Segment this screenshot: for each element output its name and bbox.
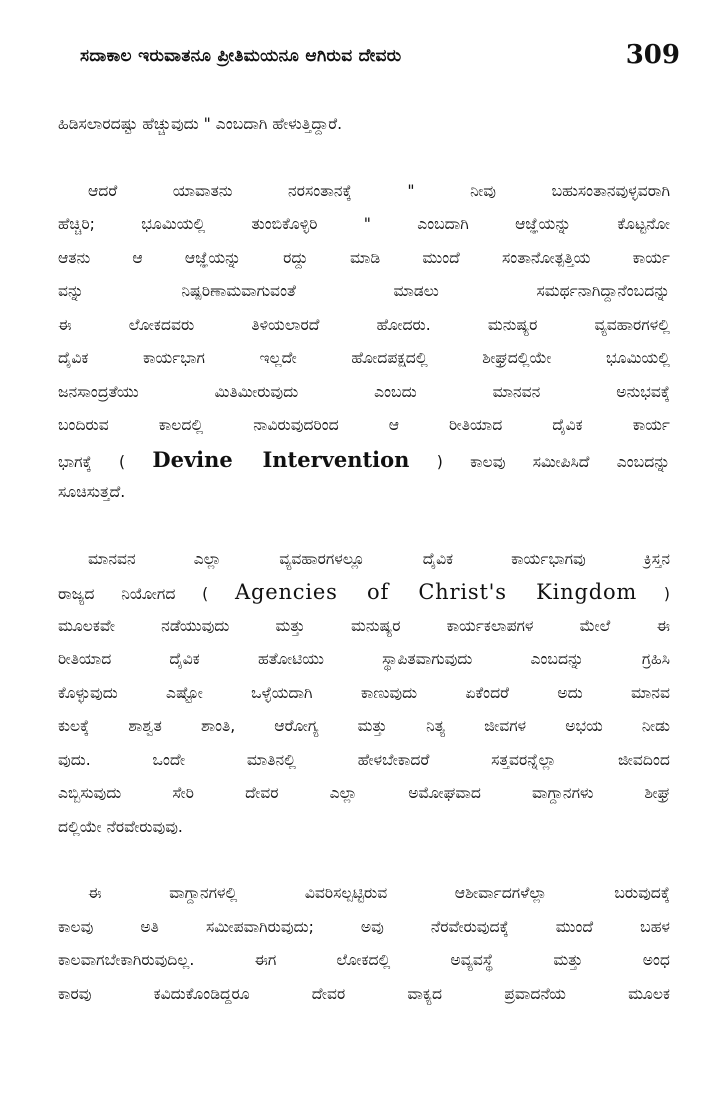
text-line: ಆದರೆ ಯಾವಾತನು ನರಸಂತಾನಕ್ಕೆ " ನೀವು ಬಹುಸಂತಾನವುಳ್ಳವರಾಗಿ: [88, 181, 670, 200]
text-line: ಹೆಚ್ಚಿರಿ; ಭೂಮಿಯಲ್ಲಿ ತುಂಬಿಕೊಳ್ಳಿರಿ " ಎಂಬದಾಗಿ ಆಜ್ಞೆಯನ್ನು ಕೊಟ್ಟನೋ: [58, 215, 670, 233]
text-line: ಆತನು ಆ ಆಜ್ಞೆಯನ್ನು ರದ್ದು ಮಾಡಿ ಮುಂದೆ ಸಂತಾನೋತ್ಪತ್ತಿಯ ಕಾರ್ಯ: [58, 248, 670, 267]
text-line: ಜನಸಾಂದ್ರತೆಯು ಮಿತಿಮೀರುವುದು ಎಂಬದು ಮಾನವನ ಅನುಭವಕ್ಕೆ: [58, 382, 670, 401]
text-line: ಎಬ್ಬಿಸುವುದು ಸೇರಿ ದೇವರ ಎಲ್ಲಾ ಅಮೋಘವಾದ ವಾಗ್ದಾನಗಳು ಶೀಘ್ರ: [58, 784, 670, 802]
text-line: ರೀತಿಯಾದ ದೈವಿಕ ಹತೋಟಿಯು ಸ್ಥಾಪಿತವಾಗುವುದು ಎಂಬದನ್ನು ಗ್ರಹಿಸಿ: [58, 650, 670, 668]
text-line: ಕಾರವು ಕವಿದುಕೊಂಡಿದ್ದರೂ ದೇವರ ವಾಕ್ಯದ ಪ್ರವಾದನೆಯ ಮೂಲಕ: [58, 984, 670, 1003]
text-line: [58, 576, 670, 610]
text-fragment: ): [637, 585, 670, 603]
text-line: [58, 443, 670, 477]
text-line: ಮಾನವನ ಎಲ್ಲಾ ವ್ಯವಹಾರಗಳಲ್ಲೂ ದೈವಿಕ ಕಾರ್ಯಭಾಗವು ಕ್ರಿಸ್ತನ: [88, 549, 670, 568]
text-fragment: ಭಾಗಕ್ಕೆ (: [58, 452, 153, 471]
text-fragment: ) ಕಾಲವು ಸಮೀಪಿಸಿದೆ ಎಂಬದನ್ನು: [409, 452, 670, 471]
text-line: ದೈವಿಕ ಕಾರ್ಯಭಾಗ ಇಲ್ಲದೇ ಹೋದಪಕ್ಷದಲ್ಲಿ ಶೀಘ್ರದಲ್ಲಿಯೇ ಭೂಮಿಯಲ್ಲಿ: [58, 349, 670, 367]
english-term: Agencies of Christ's Kingdom: [235, 580, 638, 604]
text-line: ವನ್ನು ನಿಷ್ಪರಿಣಾಮವಾಗುವಂತೆ ಮಾಡಲು ಸಮರ್ಥನಾಗಿದ್ದಾನೆಂಬದನ್ನು: [58, 282, 670, 300]
text-line: ಮೂಲಕವೇ ನಡೆಯುವುದು ಮತ್ತು ಮನುಷ್ಯರ ಕಾರ್ಯಕಲಾಪಗಳ ಮೇಲೆ ಈ: [58, 616, 670, 635]
text-line: ಹಿಡಿಸಲಾರದಷ್ಟು ಹೆಚ್ಚುವುದು " ಎಂಬದಾಗಿ ಹೇಳುತ್ತಿದ್ದಾರೆ.: [58, 115, 343, 133]
running-title: ಸದಾಕಾಲ ಇರುವಾತನೂ ಪ್ರೀತಿಮಯನೂ ಆಗಿರುವ ದೇವರು: [80, 46, 402, 66]
body-text: [58, 108, 670, 1011]
text-line: ಕುಲಕ್ಕೆ ಶಾಶ್ವತ ಶಾಂತಿ, ಆರೋಗ್ಯ ಮತ್ತು ನಿತ್ಯ ಜೀವಗಳ ಅಭಯ ನೀಡು: [58, 717, 670, 735]
text-line: ಸೂಚಿಸುತ್ತದೆ.: [58, 483, 126, 501]
text-line: ದಲ್ಲಿಯೇ ನೆರವೇರುವುವು.: [58, 817, 183, 836]
text-fragment: ರಾಜ್ಯದ ನಿಯೋಗದ (: [58, 585, 236, 603]
text-line: ಈ ಲೋಕದವರು ತಿಳಿಯಲಾರದೆ ಹೋದರು. ಮನುಷ್ಯರ ವ್ಯವಹಾರಗಳಲ್ಲಿ: [58, 315, 670, 334]
text-line: ವುದು. ಒಂದೇ ಮಾತಿನಲ್ಲಿ ಹೇಳಬೇಕಾದರೆ ಸತ್ತವರನ್ನೆಲ್ಲಾ ಜೀವದಿಂದ: [58, 750, 670, 769]
text-line: ಕಾಲವು ಅತಿ ಸಮೀಪವಾಗಿರುವುದು; ಅವು ನೆರವೇರುವುದಕ್ಕೆ ಮುಂದೆ ಬಹಳ: [58, 917, 670, 936]
page-number: 309: [625, 40, 680, 70]
english-term: Devine Intervention: [152, 446, 410, 472]
text-line: ಬಂದಿರುವ ಕಾಲದಲ್ಲಿ ನಾವಿರುವುದರಿಂದ ಆ ರೀತಿಯಾದ ದೈವಿಕ ಕಾರ್ಯ: [58, 416, 670, 434]
page-header: [80, 40, 680, 80]
text-line: ಈ ವಾಗ್ದಾನಗಳಲ್ಲಿ ವಿವರಿಸಲ್ಪಟ್ಟಿರುವ ಆಶೀರ್ವಾದಗಳೆಲ್ಲಾ ಬರುವುದಕ್ಕೆ: [88, 884, 670, 902]
text-line: ಕೊಳ್ಳುವುದು ಎಷ್ಟೋ ಒಳ್ಳೆಯದಾಗಿ ಕಾಣುವುದು ಏಕೆಂದರೆ ಅದು ಮಾನವ: [58, 683, 670, 702]
text-line: ಕಾಲವಾಗಬೇಕಾಗಿರುವುದಿಲ್ಲ. ಈಗ ಲೋಕದಲ್ಲಿ ಅವ್ಯವಸ್ಥೆ ಮತ್ತು ಅಂಧ: [58, 951, 670, 969]
